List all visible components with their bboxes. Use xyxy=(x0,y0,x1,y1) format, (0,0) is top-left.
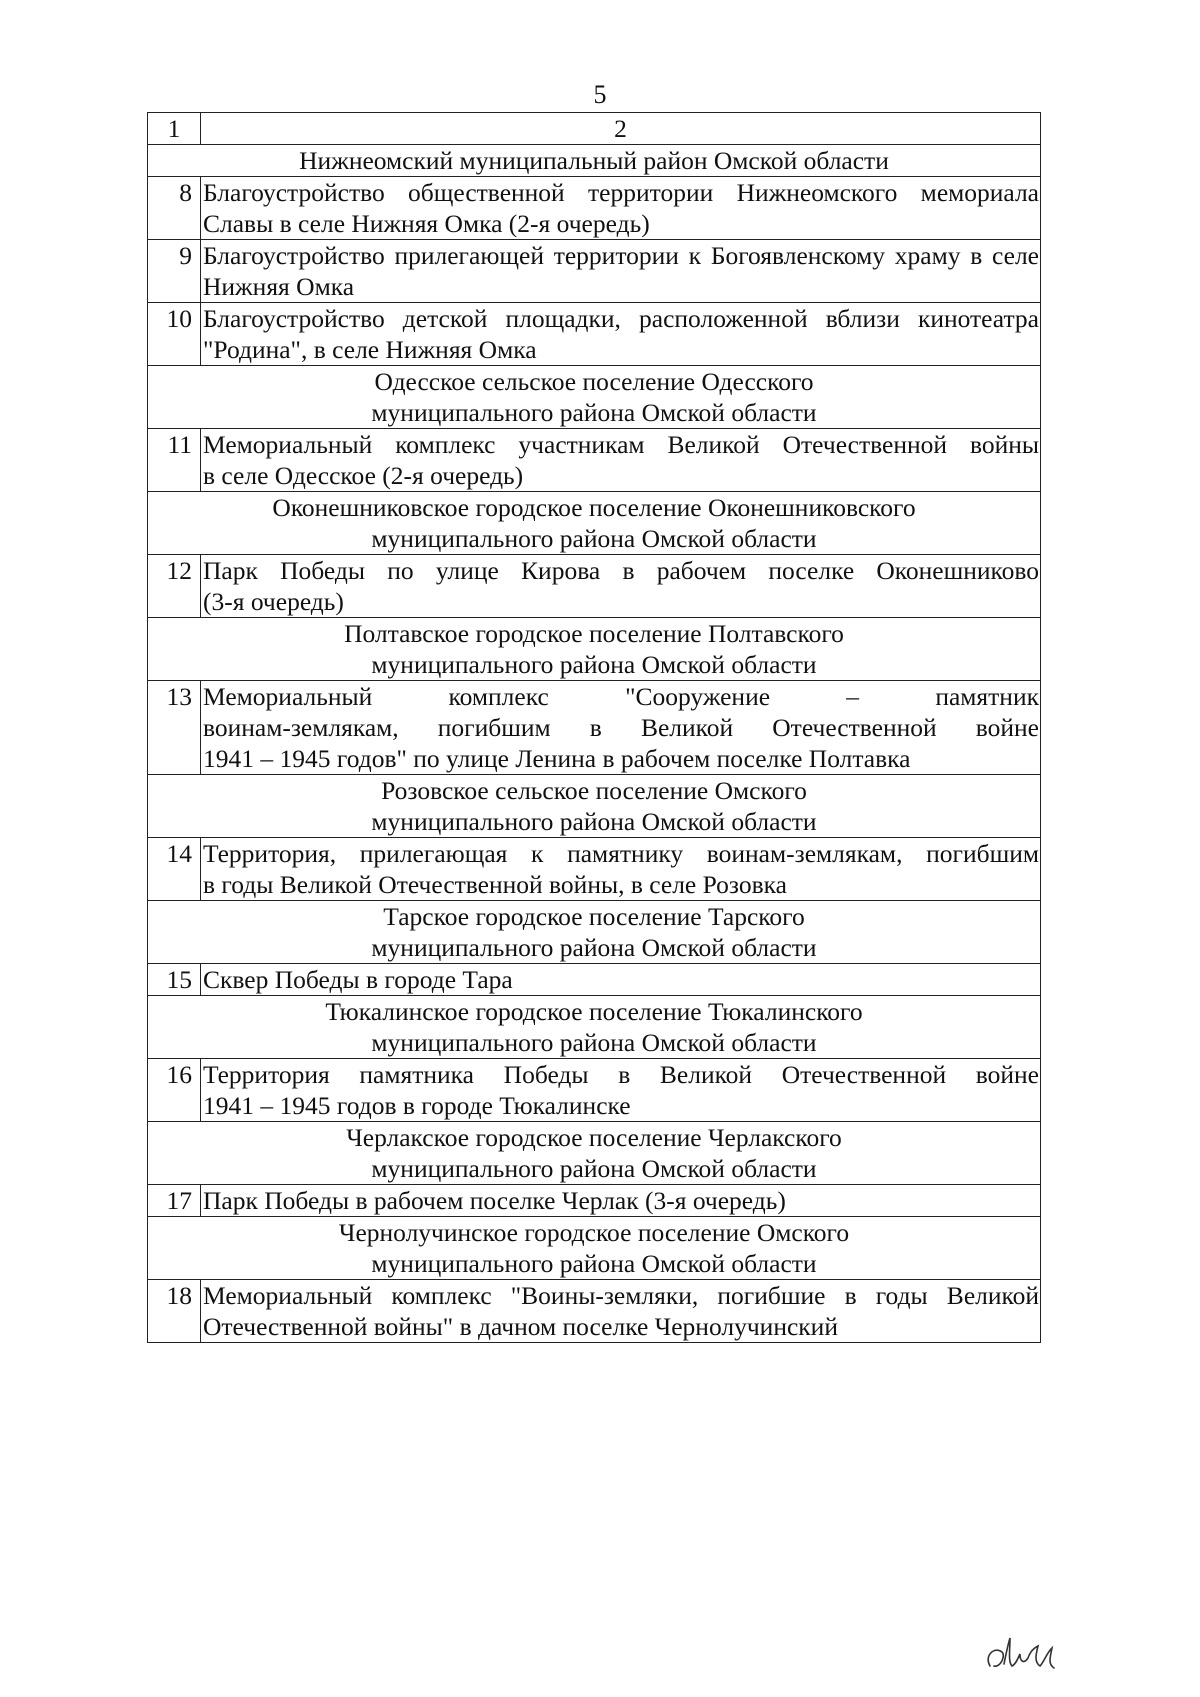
table-row xyxy=(148,1185,1041,1217)
object-name xyxy=(201,1280,1041,1343)
object-name-line: "Родина", в селе Нижняя Омка xyxy=(203,335,537,364)
section-title xyxy=(148,996,1041,1059)
object-name-line: Мемориальный комплекс участникам Великой Отечественной войны xyxy=(203,430,1039,459)
row-number: 11 xyxy=(148,429,201,492)
object-name-line: (3-я очередь) xyxy=(203,587,344,616)
row-number: 12 xyxy=(148,555,201,618)
row-number: 15 xyxy=(148,964,201,996)
row-number: 16 xyxy=(148,1059,201,1122)
section-title-line: Черлакское городское поселение Черлакского xyxy=(346,1123,842,1152)
object-name-line: Благоустройство детской площадки, расположенной вблизи кинотеатра xyxy=(203,304,1039,333)
section-title-line: Одесское сельское поселение Одесского xyxy=(374,367,814,396)
section-title-line: Тарское городское поселение Тарского xyxy=(383,902,805,931)
section-title xyxy=(148,618,1041,681)
object-name xyxy=(201,303,1041,366)
section-title xyxy=(148,1217,1041,1280)
section-title xyxy=(148,1122,1041,1185)
object-name xyxy=(201,681,1041,775)
object-name-line: в селе Одесское (2-я очередь) xyxy=(203,461,524,490)
objects-table xyxy=(147,112,1041,1343)
row-number: 8 xyxy=(148,177,201,240)
section-title-line: Оконешниковское городское поселение Оконешниковского xyxy=(272,493,916,522)
section-title-line: муниципального района Омской области xyxy=(371,1249,817,1278)
section-row xyxy=(148,492,1041,555)
object-name-line: 1941 – 1945 годов в городе Тюкалинске xyxy=(203,1091,631,1120)
section-title xyxy=(148,901,1041,964)
object-name xyxy=(201,1185,1041,1217)
object-name-line: Благоустройство прилегающей территории к Богоявленскому храму в селе xyxy=(203,241,1039,270)
object-name-line: Территория памятника Победы в Великой Отечественной войне xyxy=(203,1060,1039,1089)
section-row xyxy=(148,1217,1041,1280)
object-name-line: Мемориальный комплекс "Воины-земляки, погибшие в годы Великой xyxy=(203,1281,1039,1310)
section-title-line: муниципального района Омской области xyxy=(371,524,817,553)
table-row xyxy=(148,1059,1041,1122)
table-row xyxy=(148,681,1041,775)
section-title-line: муниципального района Омской области xyxy=(371,650,817,679)
object-name-line: Отечественной войны" в дачном поселке Чернолучинский xyxy=(203,1312,838,1341)
section-title-line: муниципального района Омской области xyxy=(371,398,817,427)
object-name-line: воинам-землякам, погибшим в Великой Отечественной войне xyxy=(203,713,1039,742)
table-row xyxy=(148,964,1041,996)
table-row xyxy=(148,1280,1041,1343)
section-row xyxy=(148,996,1041,1059)
object-name-line: Благоустройство общественной территории Нижнеомского мемориала xyxy=(203,178,1039,207)
object-name xyxy=(201,1059,1041,1122)
object-name-line: Территория, прилегающая к памятнику воинам-землякам, погибшим xyxy=(203,839,1039,868)
row-number: 13 xyxy=(148,681,201,775)
section-title xyxy=(148,775,1041,838)
object-name xyxy=(201,838,1041,901)
object-name-line: Парк Победы в рабочем поселке Черлак (3-я очередь) xyxy=(203,1186,786,1215)
table-header-row xyxy=(148,113,1041,145)
section-title xyxy=(148,145,1041,177)
table-row xyxy=(148,240,1041,303)
section-row xyxy=(148,1122,1041,1185)
header-col-name: 2 xyxy=(201,113,1041,145)
section-row xyxy=(148,618,1041,681)
object-name xyxy=(201,429,1041,492)
object-name-line: в годы Великой Отечественной войны, в селе Розовка xyxy=(203,870,787,899)
object-name-line: Мемориальный комплекс "Сооружение – памятник xyxy=(203,682,1039,711)
section-title-line: Тюкалинское городское поселение Тюкалинского xyxy=(325,997,863,1026)
table-row xyxy=(148,429,1041,492)
section-row xyxy=(148,775,1041,838)
section-title xyxy=(148,492,1041,555)
section-title-line: муниципального района Омской области xyxy=(371,807,817,836)
row-number: 9 xyxy=(148,240,201,303)
header-col-number: 1 xyxy=(148,113,201,145)
object-name xyxy=(201,240,1041,303)
handwritten-signature xyxy=(982,1628,1072,1678)
row-number: 10 xyxy=(148,303,201,366)
row-number: 14 xyxy=(148,838,201,901)
object-name xyxy=(201,177,1041,240)
section-title xyxy=(148,366,1041,429)
table-row xyxy=(148,177,1041,240)
section-title-line: муниципального района Омской области xyxy=(371,933,817,962)
object-name-line: Парк Победы по улице Кирова в рабочем поселке Оконешниково xyxy=(203,556,1039,585)
object-name-line: Сквер Победы в городе Тара xyxy=(203,965,513,994)
table-row xyxy=(148,838,1041,901)
table-row xyxy=(148,303,1041,366)
table-body xyxy=(148,113,1041,1343)
object-name-line: Славы в селе Нижняя Омка (2-я очередь) xyxy=(203,209,650,238)
object-name xyxy=(201,964,1041,996)
row-number: 18 xyxy=(148,1280,201,1343)
section-title-line: Нижнеомский муниципальный район Омской области xyxy=(299,146,889,175)
table-row xyxy=(148,555,1041,618)
object-name xyxy=(201,555,1041,618)
section-row xyxy=(148,145,1041,177)
section-title-line: Чернолучинское городское поселение Омского xyxy=(338,1218,850,1247)
section-row xyxy=(148,901,1041,964)
section-title-line: Розовское сельское поселение Омского xyxy=(381,776,807,805)
section-title-line: Полтавское городское поселение Полтавского xyxy=(344,619,844,648)
section-title-line: муниципального района Омской области xyxy=(371,1028,817,1057)
object-name-line: 1941 – 1945 годов" по улице Ленина в рабочем поселке Полтавка xyxy=(203,744,911,773)
object-name-line: Нижняя Омка xyxy=(203,272,355,301)
section-row xyxy=(148,366,1041,429)
row-number: 17 xyxy=(148,1185,201,1217)
page-number: 5 xyxy=(593,80,607,109)
section-title-line: муниципального района Омской области xyxy=(371,1154,817,1183)
